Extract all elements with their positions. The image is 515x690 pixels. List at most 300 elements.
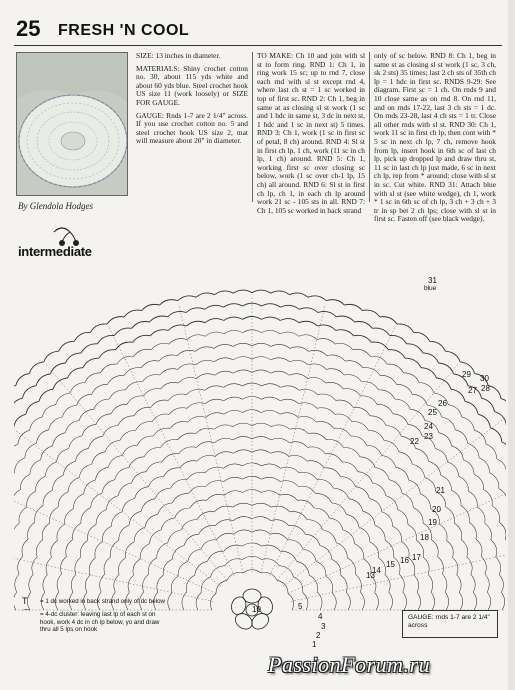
- chain-loop: [196, 293, 215, 297]
- chain-loop: [85, 575, 90, 592]
- chain-loop: [157, 543, 168, 558]
- chain-loop: [160, 300, 178, 305]
- gauge-callout: GAUGE: rnds 1-7 are 2 1/4" across: [402, 610, 498, 638]
- chain-loop: [399, 574, 404, 592]
- round-number-label: 24: [424, 422, 433, 431]
- chain-loop: [289, 374, 307, 379]
- chain-loop: [14, 444, 18, 459]
- symbol-legend: [20, 598, 170, 640]
- chain-loop: [298, 416, 316, 422]
- chain-loop: [80, 540, 87, 557]
- chain-loop: [92, 452, 106, 464]
- chain-loop: [99, 350, 116, 358]
- pattern-title: FRESH 'N COOL: [58, 22, 190, 39]
- chain-loop: [343, 530, 355, 544]
- chain-loop: [423, 353, 439, 363]
- chain-loop: [289, 455, 307, 461]
- chain-loop: [308, 447, 326, 454]
- chain-loop: [323, 530, 337, 543]
- chain-loop: [408, 424, 422, 436]
- chain-loop: [224, 330, 243, 334]
- chain-loop: [309, 575, 317, 592]
- chain-loop: [452, 490, 462, 506]
- chain-loop: [30, 417, 43, 430]
- wedge-divider: [291, 540, 506, 601]
- chain-loop: [136, 422, 153, 431]
- chain-loop: [210, 594, 216, 611]
- chain-loop: [57, 574, 62, 592]
- chain-loop: [233, 423, 252, 426]
- chain-loop: [397, 324, 414, 332]
- chain-loop: [124, 310, 142, 317]
- chain-loop: [303, 593, 308, 611]
- round-number-label: 23: [424, 432, 433, 441]
- chain-loop: [476, 539, 482, 556]
- chain-loop: [452, 446, 464, 460]
- chain-loop: [332, 593, 336, 610]
- chain-loop: [324, 468, 340, 477]
- chain-loop: [61, 557, 67, 575]
- chain-loop: [491, 540, 497, 557]
- chain-loop: [233, 436, 252, 439]
- chain-loop: [224, 397, 243, 401]
- round-number-label: 30: [480, 374, 489, 383]
- chain-loop: [478, 414, 490, 428]
- pattern-number: 25: [16, 16, 41, 41]
- chain-loop: [355, 544, 364, 559]
- chain-loop: [65, 353, 81, 363]
- chain-loop: [473, 592, 477, 610]
- chain-loop: [95, 467, 108, 480]
- chain-loop: [371, 342, 388, 350]
- chain-loop: [70, 383, 85, 394]
- chain-loop: [289, 293, 308, 297]
- dc-symbol-icon: T: [22, 596, 28, 606]
- chain-loop: [140, 544, 149, 559]
- chain-loop: [215, 438, 234, 442]
- chain-loop: [307, 461, 324, 468]
- chain-loop: [354, 335, 372, 342]
- chain-loop: [172, 546, 184, 560]
- chain-loop: [252, 503, 271, 507]
- round-number-label: 16: [400, 556, 409, 565]
- chain-loop: [215, 291, 234, 295]
- chain-loop: [49, 417, 63, 430]
- chain-loop: [429, 461, 441, 475]
- chain-loop: [467, 557, 472, 575]
- chain-loop: [143, 574, 149, 592]
- chain-loop: [393, 414, 408, 425]
- chain-loop: [102, 480, 115, 493]
- chain-loop: [124, 368, 141, 376]
- chain-loop: [233, 290, 252, 293]
- chain-loop: [414, 575, 419, 592]
- round-number-label: 10: [252, 605, 261, 614]
- chain-loop: [224, 317, 243, 320]
- round-number-label: 14: [372, 566, 381, 575]
- gauge-text: GAUGE: Rnds 1-7 are 2 1/4" across. If you use crochet cotton no. 5 and steel crochet hook US size 2, mat will measure about 20" in diameter.: [136, 110, 248, 146]
- chain-loop: [261, 491, 279, 495]
- legend-item-cluster: [20, 611, 170, 633]
- chain-loop: [81, 344, 97, 353]
- chain-loop: [297, 500, 314, 508]
- round-number-label: 28: [481, 384, 490, 393]
- chain-loop: [81, 508, 91, 523]
- chain-loop: [290, 428, 309, 433]
- chain-loop: [35, 476, 45, 491]
- round-number-label: 1: [312, 640, 317, 649]
- chain-loop: [477, 507, 485, 523]
- round-number-label: 20: [432, 505, 441, 514]
- chain-loop: [188, 549, 201, 561]
- chain-loop: [94, 399, 110, 409]
- chain-loop: [297, 561, 310, 575]
- chain-loop: [252, 530, 270, 534]
- chain-loop: [215, 452, 233, 457]
- chain-loop: [104, 557, 111, 574]
- round-number-label: 17: [412, 553, 421, 562]
- round-number-label: 21: [436, 486, 445, 495]
- chain-loop: [481, 556, 486, 574]
- crochet-chart-svg: [14, 255, 506, 655]
- chain-loop: [102, 526, 111, 542]
- chain-loop: [501, 592, 504, 610]
- chain-loop: [454, 523, 461, 540]
- chain-loop: [486, 444, 497, 459]
- chain-loop: [96, 510, 106, 525]
- chain-loop: [459, 476, 469, 491]
- chain-loop: [468, 443, 480, 457]
- column-divider: [369, 52, 370, 202]
- round-number-label: 3: [321, 622, 326, 631]
- chain-loop: [299, 472, 317, 479]
- chain-loop: [35, 506, 43, 522]
- chain-loop: [413, 508, 423, 523]
- round-number-label: 18: [420, 533, 429, 542]
- crochet-diagram: [14, 255, 506, 655]
- chain-loop: [271, 425, 290, 429]
- chain-loop: [96, 414, 111, 425]
- chain-loop: [395, 399, 411, 409]
- chain-loop: [186, 575, 194, 592]
- chain-loop: [205, 305, 224, 309]
- chain-loop: [455, 430, 467, 444]
- chain-loop: [499, 522, 506, 539]
- chain-loop: [326, 576, 333, 593]
- chain-loop: [414, 332, 430, 341]
- chain-loop: [446, 507, 455, 523]
- chain-loop: [14, 523, 19, 540]
- site-watermark: PassionForum.ru: [268, 652, 431, 677]
- chain-loop: [372, 483, 385, 496]
- chain-loop: [95, 542, 103, 558]
- chain-loop: [169, 408, 187, 415]
- chain-loop: [141, 361, 159, 368]
- chain-loop: [224, 545, 243, 551]
- chain-loop: [261, 317, 280, 320]
- chain-loop: [89, 436, 103, 448]
- chain-loop: [377, 404, 393, 414]
- chain-loop: [79, 464, 91, 477]
- chain-loop: [151, 400, 169, 407]
- chain-loop: [146, 462, 162, 472]
- chain-loop: [233, 370, 252, 373]
- chain-loop: [36, 430, 48, 444]
- chain-loop: [417, 592, 421, 610]
- chain-loop: [30, 460, 41, 475]
- chain-loop: [329, 518, 343, 530]
- round-number-label: 2: [316, 631, 321, 640]
- chain-loop: [271, 344, 290, 348]
- chain-loop: [316, 561, 326, 576]
- blue-color-label: blue: [424, 285, 437, 292]
- chain-loop: [168, 325, 186, 330]
- chain-loop: [442, 417, 456, 430]
- chain-loop: [53, 433, 66, 446]
- chain-loop: [199, 526, 216, 535]
- chain-loop: [206, 481, 224, 487]
- chain-loop: [290, 347, 309, 352]
- chain-loop: [407, 344, 423, 353]
- chain-loop: [299, 335, 317, 340]
- chain-loop: [340, 477, 355, 487]
- chain-loop: [73, 494, 83, 509]
- legend-dc-text: = 1 dc worked in back strand only of dc below: [40, 598, 166, 605]
- chain-loop: [335, 343, 353, 349]
- chain-loop: [116, 342, 133, 350]
- chain-loop: [83, 358, 99, 368]
- chain-loop: [179, 447, 197, 454]
- chain-loop: [380, 317, 397, 324]
- chain-loop: [196, 428, 215, 433]
- chain-loop: [224, 491, 242, 495]
- chain-loop: [447, 541, 454, 558]
- chain-loop: [108, 375, 125, 384]
- chain-loop: [178, 377, 196, 383]
- chain-loop: [487, 592, 491, 610]
- chain-loop: [386, 496, 398, 510]
- chain-loop: [168, 394, 186, 400]
- chain-loop: [380, 375, 397, 384]
- wedge-divider: [179, 304, 244, 573]
- chain-loop: [488, 386, 501, 399]
- skill-level-label: intermediate: [18, 244, 92, 259]
- page-edge: [508, 0, 515, 690]
- chain-loop: [208, 551, 224, 561]
- chain-loop: [85, 373, 101, 383]
- chain-loop: [280, 551, 296, 561]
- chain-loop: [288, 594, 294, 611]
- chain-loop: [317, 479, 334, 488]
- chain-loop: [71, 574, 76, 592]
- round-number-label: 5: [298, 602, 303, 611]
- wedge-divider: [261, 304, 326, 573]
- chain-loop: [207, 494, 225, 500]
- chain-loop: [438, 557, 444, 575]
- chain-loop: [327, 355, 345, 361]
- chain-loop: [25, 443, 37, 457]
- chain-loop: [375, 468, 389, 480]
- chain-loop: [14, 398, 22, 411]
- chain-loop: [387, 364, 403, 373]
- chain-loop: [252, 343, 271, 346]
- chain-loop: [45, 462, 56, 476]
- chain-loop: [502, 442, 506, 457]
- chain-loop: [252, 450, 271, 453]
- chain-loop: [317, 339, 335, 345]
- chain-loop: [299, 389, 318, 394]
- chain-loop: [465, 401, 478, 414]
- chain-loop: [299, 403, 317, 409]
- chain-loop: [346, 514, 359, 527]
- chain-loop: [28, 522, 35, 539]
- chain-loop: [305, 534, 320, 545]
- chain-loop: [361, 396, 378, 404]
- chain-loop: [111, 512, 122, 526]
- chain-loop: [148, 558, 156, 575]
- chain-loop: [280, 386, 299, 391]
- chain-loop: [233, 503, 252, 507]
- chain-loop: [62, 405, 76, 417]
- chain-loop: [363, 368, 380, 376]
- chain-loop: [227, 573, 243, 581]
- chain-loop: [160, 369, 178, 375]
- chain-loop: [53, 475, 64, 490]
- chain-loop: [351, 436, 367, 445]
- chain-loop: [496, 557, 501, 574]
- chain-loop: [262, 304, 281, 308]
- chain-loop: [122, 499, 134, 512]
- chain-loop: [280, 332, 299, 336]
- chain-loop: [355, 322, 373, 329]
- chain-loop: [92, 384, 108, 394]
- instructions-text-1: TO MAKE: Ch 10 and join with sl st to form ring. RND 1: Ch 1, in ring work 15 sc; up to rnd 7, close each rnd with sl st except rnd 4, where last ch st = 1 sc worked in top of first sc. RND 2: Ch 1, beg in same at as closing sl st work (1 sc and 1 hdc in same st, 3 dc in next st, 1 hdc and 1 sc in next st) 5 times. RND 3: Ch 1, work (1 sc in first sc of petal, 8 ch) around. RND 4: Sl st in first ch lp, 1 ch, work (11 sc in ch lp, 1 ch) around. RND 5: Ch 1, working first sc over closing sc below, work (1 sc over ch-1 lp, 15 ch) all around. RND 6: Sl st in first ch lp, ch 1, in each ch lp around work 21 sc - 105 sts in all. RND 7: Ch 1, 105 sc worked in back strand: [257, 51, 365, 215]
- chain-loop: [187, 403, 205, 409]
- chain-loop: [346, 592, 350, 610]
- chain-loop: [135, 487, 149, 499]
- chain-loop: [169, 339, 187, 345]
- chain-loop: [261, 397, 280, 401]
- chain-loop: [490, 473, 499, 489]
- chain-loop: [389, 480, 402, 493]
- chain-loop: [216, 533, 233, 539]
- chain-loop: [144, 447, 160, 456]
- chain-loop: [393, 526, 402, 542]
- wedge-divider: [269, 327, 395, 576]
- chain-loop: [65, 509, 74, 525]
- chain-loop: [390, 335, 407, 343]
- chain-loop: [280, 305, 299, 309]
- chain-loop: [16, 373, 30, 385]
- chain-loop: [51, 541, 58, 558]
- legend-item-dc: [20, 598, 170, 605]
- chain-loop: [445, 592, 449, 610]
- chain-loop: [271, 506, 290, 512]
- chain-loop: [262, 464, 281, 468]
- chain-loop: [109, 390, 125, 399]
- chain-loop: [214, 358, 233, 362]
- chain-loop: [308, 433, 326, 440]
- chain-loop: [145, 514, 158, 527]
- chain-loop: [77, 394, 92, 405]
- chain-loop: [27, 491, 36, 507]
- chain-loop: [201, 540, 217, 549]
- chain-loop: [91, 493, 102, 508]
- round-number-label: 27: [468, 386, 477, 395]
- chain-loop: [298, 486, 315, 493]
- chain-loop: [335, 414, 352, 422]
- round-number-label: 26: [438, 399, 447, 408]
- chain-loop: [43, 490, 53, 506]
- chain-loop: [132, 322, 150, 329]
- chain-loop: [425, 478, 436, 492]
- chain-loop: [14, 490, 20, 506]
- chain-loop: [89, 558, 95, 575]
- chain-loop: [431, 592, 435, 610]
- round-number-label: 15: [386, 560, 395, 569]
- chain-loop: [289, 526, 306, 535]
- chain-loop: [461, 506, 469, 522]
- chain-loop: [271, 291, 290, 295]
- chain-loop: [22, 386, 36, 399]
- chain-loop: [336, 400, 354, 407]
- wedge-divider: [14, 474, 216, 594]
- chain-loop: [182, 592, 187, 610]
- chain-loop: [122, 445, 137, 455]
- chain-loop: [448, 405, 462, 417]
- chain-loop: [177, 350, 195, 355]
- chain-loop: [382, 512, 393, 526]
- chain-loop: [214, 344, 233, 348]
- chain-loop: [336, 316, 354, 322]
- chain-loop: [362, 382, 379, 390]
- chain-loop: [108, 456, 122, 468]
- column-divider: [252, 52, 253, 202]
- chain-loop: [369, 499, 381, 512]
- chain-loop: [353, 407, 370, 415]
- chain-loop: [326, 369, 344, 375]
- chain-loop: [252, 290, 271, 293]
- wedge-divider: [288, 474, 506, 594]
- chain-loop: [262, 545, 281, 551]
- chain-loop: [261, 330, 280, 334]
- chain-loop: [388, 350, 405, 358]
- chain-loop: [492, 506, 500, 523]
- instructions-column-1: [257, 52, 365, 219]
- chain-loop: [114, 575, 119, 593]
- chain-loop: [462, 417, 475, 430]
- chain-loop: [499, 575, 503, 593]
- chain-loop: [439, 433, 452, 446]
- chain-loop: [421, 368, 436, 378]
- chain-loop: [19, 507, 27, 523]
- chain-loop: [412, 394, 427, 405]
- chain-loop: [134, 527, 145, 542]
- center-petal: [229, 595, 248, 616]
- chain-loop: [271, 452, 289, 457]
- chain-loop: [205, 332, 224, 336]
- chain-loop: [195, 347, 214, 352]
- chain-loop: [46, 557, 51, 574]
- chain-loop: [412, 464, 424, 477]
- wedge-divider: [109, 327, 235, 576]
- size-text: SIZE: 13 inches in diameter.: [136, 51, 221, 60]
- chain-loop: [344, 375, 361, 382]
- chain-loop: [190, 500, 207, 508]
- chain-loop: [280, 481, 298, 487]
- chain-loop: [360, 592, 364, 610]
- chain-loop: [367, 445, 382, 455]
